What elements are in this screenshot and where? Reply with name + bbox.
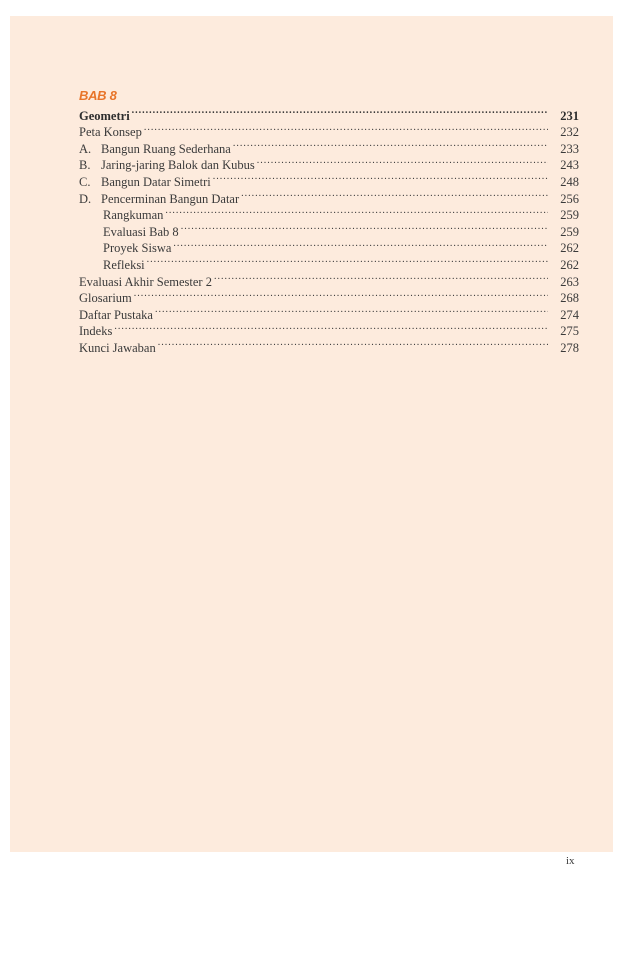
toc-entry-letter: A. <box>79 141 92 156</box>
toc-entry-page: 262 <box>560 241 579 256</box>
toc-entry-text: Refleksi <box>103 257 145 272</box>
toc-entry-text: Pencerminan Bangun Datar <box>101 191 240 206</box>
toc-entry <box>79 120 579 140</box>
table-of-contents <box>79 103 579 355</box>
toc-entry <box>79 136 579 156</box>
toc-entry-page: 278 <box>560 340 579 355</box>
toc-entry-text: Bangun Ruang Sederhana <box>101 141 231 156</box>
dot-leader <box>257 153 548 170</box>
toc-entry-text: Glosarium <box>79 291 132 306</box>
toc-entry-text: Proyek Siswa <box>103 241 172 256</box>
toc-entry <box>79 319 579 339</box>
dot-leader <box>134 286 548 303</box>
dot-leader <box>114 319 548 336</box>
dot-leader <box>233 136 548 153</box>
toc-entry-letter: D. <box>79 191 92 206</box>
toc-entry-title <box>79 323 112 340</box>
toc-entry-title <box>79 207 163 224</box>
toc-entry-text: Indeks <box>79 324 113 339</box>
toc-entry-title <box>79 174 211 191</box>
toc-entry-title <box>79 257 145 274</box>
dot-leader <box>147 252 548 269</box>
toc-entry-text: Evaluasi Akhir Semester 2 <box>79 274 212 289</box>
dot-leader <box>158 335 548 352</box>
toc-entry-page: 275 <box>560 324 579 339</box>
dot-leader <box>213 169 548 186</box>
dot-leader <box>165 203 548 220</box>
toc-entry-page: 232 <box>560 125 579 140</box>
toc-entry-title <box>79 108 130 125</box>
toc-entry-page: 231 <box>560 108 579 123</box>
toc-entry-text: Geometri <box>79 108 130 123</box>
dot-leader <box>214 269 548 286</box>
toc-entry <box>79 252 579 272</box>
toc-entry-page: 268 <box>560 291 579 306</box>
toc-entry-letter: B. <box>79 158 91 173</box>
dot-leader <box>132 103 548 120</box>
dot-leader <box>155 302 548 319</box>
toc-entry <box>79 269 579 289</box>
toc-entry-page: 233 <box>560 141 579 156</box>
toc-entry-title <box>79 290 132 307</box>
chapter-label: BAB 8 <box>79 88 117 103</box>
toc-entry-text: Jaring-jaring Balok dan Kubus <box>101 158 255 173</box>
toc-entry <box>79 103 579 123</box>
toc-entry-title <box>79 124 142 141</box>
toc-entry-page: 263 <box>560 274 579 289</box>
toc-entry-title <box>79 141 231 158</box>
toc-entry-text: Rangkuman <box>103 208 164 223</box>
dot-leader <box>181 219 548 236</box>
toc-entry-text: Peta Konsep <box>79 125 142 140</box>
toc-entry-text: Bangun Datar Simetri <box>101 174 211 189</box>
toc-entry-page: 256 <box>560 191 579 206</box>
toc-entry-page: 262 <box>560 257 579 272</box>
dot-leader <box>241 186 548 203</box>
toc-entry-text: Daftar Pustaka <box>79 307 153 322</box>
toc-entry-page: 243 <box>560 158 579 173</box>
toc-entry-title <box>79 224 179 241</box>
toc-entry-page: 259 <box>560 208 579 223</box>
toc-entry-title <box>79 340 156 357</box>
toc-entry-page: 259 <box>560 224 579 239</box>
toc-entry-letter: C. <box>79 174 91 189</box>
toc-entry <box>79 302 579 322</box>
toc-entry <box>79 335 579 355</box>
dot-leader <box>173 236 548 253</box>
toc-entry-page: 248 <box>560 174 579 189</box>
toc-entry-text: Evaluasi Bab 8 <box>103 224 179 239</box>
toc-entry-page: 274 <box>560 307 579 322</box>
toc-entry <box>79 286 579 306</box>
page-number: ix <box>566 855 575 867</box>
dot-leader <box>144 120 548 137</box>
toc-entry-text: Kunci Jawaban <box>79 340 156 355</box>
